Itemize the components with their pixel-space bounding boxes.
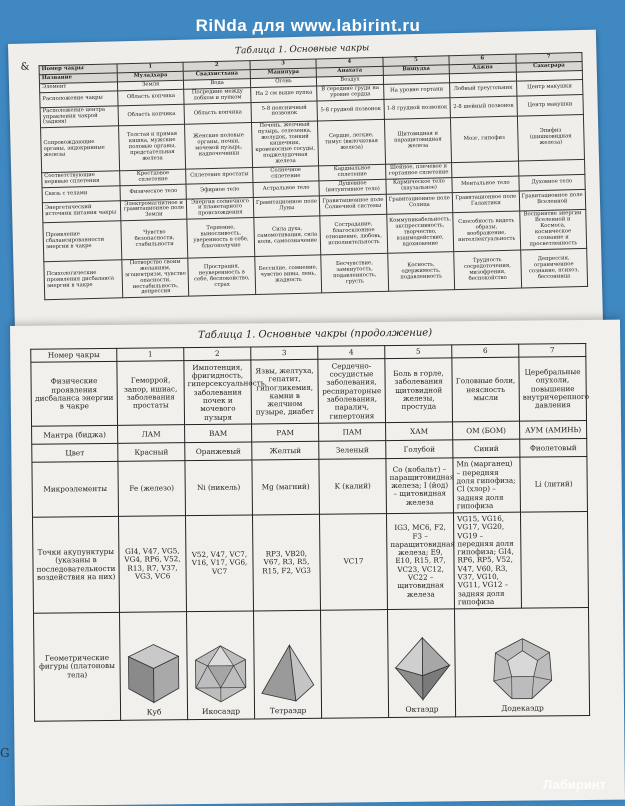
table-cell: РАМ [252,424,319,443]
chakra-number: 4 [318,346,385,360]
header-label: Номер чакры [39,64,117,75]
table-cell: Ni (никель) [185,460,253,515]
table-cell: Чувство безопасности, стабильности [121,219,188,259]
table-cell: Астральное тело [253,181,320,197]
dodecahedron-icon [489,636,556,701]
shape-name: Куб [124,708,184,717]
table-cell: Бесчувствие, замкнутость, подавленность, грусть [321,253,388,293]
shape-name: Додекаэдр [459,704,586,714]
chakra-number: 5 [385,345,452,359]
table-cell: Боль в горле, заболевания щитовидной железы, простуда [385,358,453,423]
table-cell: Mg (магний) [252,460,320,515]
shape-name: Тетраэдр [258,706,318,715]
table-cell: Гравитационное поле Солнца [386,192,453,214]
table-cell: Энергия солнечного и планетарного происхождения [187,197,254,219]
row-label: Геометрические фигуры (платоновы тела) [34,613,121,722]
table-cell: Эпифиз (шишковидная железа) [517,115,585,161]
row-label: Элемент [39,82,117,93]
table-cell: Кардиальное сплетение [319,164,386,180]
table-cell: K (калий) [319,459,387,514]
table-cell [452,161,519,177]
table-row [31,357,587,427]
table-cell: Зеленый [319,441,386,460]
table-cell: В середине груди на уровне сердца [317,84,384,100]
table-cell: Душевное (интуитивное тело) [319,179,386,195]
table-cell: RP3, VB20, V67, R3, R5, R15, F2, VG3 [252,514,320,611]
table-row [32,457,588,517]
chakra-table-part1 [39,52,589,301]
row-label: Расположение центра управления чакрой (задняя) [40,105,118,128]
table-cell: Посредине между лобком и пупком [184,87,251,103]
table-cell: Женские половые органы, почки, мочевой пузырь, надпочечники [185,123,252,169]
table2-caption: Таблица 1. Основные чакры (продолжение) [10,320,620,349]
table-cell: Импотенция, фригидность, гиперсексуальность, заболевания почек и мочевого пузыря [184,360,252,425]
table-cell: Сердце, легкие, тимус (вилочковая железа) [318,120,385,166]
row-label: Сопровождающие органы, эндокринные железы [41,126,120,172]
row-label: Физические проявления дисбаланса энергии в чакре [31,362,118,427]
row-label: Цвет [32,444,118,463]
chakra-number: 4 [316,57,383,68]
table-cell: Крестцовое сплетение [120,169,187,185]
empty-shape-cell [320,610,388,719]
table-cell: Головные боли, неясность мысли [452,358,520,423]
table-cell: Кармическое тело (каузальное) [386,177,453,193]
table-cell: V52, V47, VC7, V16, V17, VG6, VC7 [185,515,253,612]
row-label: Энергетический источник питания чакры [42,200,120,223]
table-cell: Прострация, неуверенность в себе, беспокойство, страх [188,256,255,296]
table-cell: ВАМ [185,424,252,443]
table-cell: Муладхара [117,71,184,82]
table-cell: Церебральные опухоли, повышение внутричерепного давления [519,357,587,422]
header-label: Номер чакры [31,348,117,362]
table-cell: Ментальное тело [452,176,519,192]
table-cell: Солнечное сплетение [252,166,319,182]
table-cell: Фиолетовый [520,439,587,458]
chakra-number: 1 [117,62,184,73]
table-cell: Мозг, гипофиз [451,116,518,162]
table-cell: Li (литий) [520,457,588,512]
table-cell: Геморрой, запор, ишиас, заболевания простаты [117,361,185,426]
table-cell: Косность, одержимость, подавленность [387,251,454,291]
table-cell: 5-8 грудной позвонок [317,99,384,121]
row-label: Точки акупунктуры (указаны в последовательности воздействия на них) [33,516,120,613]
table-cell: Co (кобальт) – паращитовидная железа; I (йод) – щитовидная железа [386,458,454,513]
tetrahedron-cell [253,610,321,719]
side-mark: G [0,746,10,760]
table-cell: Сила духа, самомотивация, сила воли, самоозначение [254,216,321,256]
table-cell: Красный [118,443,185,462]
table-cell: 5-8 поясничный позвонок [251,101,318,123]
lower-page [10,320,625,806]
table-cell: На уровне гортани [383,82,450,98]
chakra-number: 3 [250,59,317,70]
chakra-number: 2 [184,347,251,361]
table-cell: Оранжевый [185,442,252,461]
row-label: Название [39,73,117,84]
table-cell: Центр макушки [516,94,583,116]
table-cell: Терпение, выносливость, уверенность в себе, благополучие [187,218,254,258]
octahedron-icon [391,635,454,702]
table-cell: Голубой [386,440,453,459]
table-cell: Электромагнитное и гравитационное поле Земли [120,199,187,221]
table-cell: Область копчика [118,89,185,105]
table-cell: Область копчика [184,102,251,124]
page-mark: & [20,61,29,72]
row-label: Связь с телами [42,185,120,202]
table-cell: Способность видеть образы, воображение, интеллектуальность [453,211,520,251]
table-cell: ЛАМ [118,425,185,444]
table-cell: Печень, желчный пузырь, селезенка, желудок, тонкий кишечник, кровеносные сосуды, поджелудочная железа [251,121,318,167]
watermark: RiNda для www.labirint.ru [0,16,616,36]
table-cell: 1-8 грудной позвонок [384,97,451,119]
table-cell: Физическое тело [120,184,187,200]
table-cell: Аджна [449,63,516,74]
table-cell: VC17 [319,514,387,611]
dodecahedron-cell [454,608,589,717]
chakra-number: 7 [519,343,586,357]
shape-name: Октаэдр [392,705,452,714]
chakra-number: 6 [452,344,519,358]
cube-cell [120,612,188,721]
table-cell: Потворство своим желаниям, эгоцентризм, чувство опасности, нестабильность, депрессия [122,258,189,298]
table-cell: ХАМ [386,422,453,441]
table-cell: Лобный треугольник [450,81,517,97]
table-cell: Гравитационное поле Вселенной [519,189,586,211]
table-cell: Манипура [250,68,317,79]
tetrahedron-icon [259,642,316,703]
cube-icon [126,642,181,705]
table-cell: Земля [117,80,184,91]
table-cell: Анахата [316,66,383,77]
chakra-table-part2 [30,343,590,722]
table-cell: Вишудха [383,65,450,76]
table-cell: Fe (железо) [118,461,186,516]
table-cell: Язвы, желтуха, гепатит, гипогликемия, камни в желчном пузыре, диабет [251,360,319,425]
table-cell: Щитовидная и паращитовидная железа [384,118,451,164]
table-cell: Трудность сосредоточения, мизофрения, беспокойство [454,250,521,290]
table-cell [518,159,585,175]
table-cell: Депрессия, ограниченное сознание, психоз, бессонница [520,248,587,288]
shape-name: Икосаэдр [191,707,251,716]
table-cell: Вода [184,78,251,89]
table-row [34,608,590,722]
table-cell: ОМ (БОМ) [453,422,520,441]
table-cell: На 2 см выше пупка [250,86,317,102]
chakra-number: 2 [183,61,250,72]
table-cell: Эфирное тело [186,182,253,198]
table-cell: Желтый [252,442,319,461]
table-cell: Сердечно-сосудистые заболевания, респираторные заболевания, паралич, гипертония [318,359,386,424]
chakra-number: 6 [449,54,516,65]
row-label: Проявление сбалансированности энергии в чакре [43,221,122,261]
chakra-number: 3 [251,346,318,360]
table-cell: Сострадание, благосклонное отношение, любовь, исполнительность [320,215,387,255]
chakra-number: 5 [383,56,450,67]
icosahedron-icon [191,643,250,704]
table-cell: Mn (марганец) – передняя доля гипофиза; Cl (хлор) – задняя доля гипофиза [453,458,521,513]
row-label: Расположение чакры [40,91,118,108]
publisher-logo: Лабиринт [543,777,606,792]
chakra-number: 7 [515,52,582,63]
table-cell: Толстая и прямая кишка, мужские половые органы, предстательная железа [119,125,186,171]
table-cell: Духовное тело [518,174,585,190]
table-cell: Бессилие, сомнение, чувство вины, лень, жадность [255,255,322,295]
row-label: Психологические проявления дисбаланса энергии в чакре [44,260,123,300]
table-cell: Коммуникабельность, экспрессивность, творчество, взаимодействие, вдохновение [386,213,453,253]
table-cell: Свадхистхана [184,70,251,81]
table-cell [520,512,588,609]
table-cell: ПАМ [319,423,386,442]
table-cell: Сахасрара [516,61,583,72]
row-label: Мантра (биджа) [32,426,118,445]
table-cell: Гравитационное поле Галактики [452,191,519,213]
table1-caption: Таблица 1. Основные чакры [8,30,596,66]
octahedron-cell [387,609,455,718]
table-row [33,512,589,614]
table-cell: Огонь [250,77,317,88]
table-cell: АУМ (АМИНЬ) [520,421,587,440]
row-label: Соответствующие нервные сплетения [42,171,120,188]
table-cell: Центр макушки [516,79,583,95]
table-cell: 2-8 шейный позвонок [450,96,517,118]
table-cell: Синий [453,440,520,459]
table-cell: VG15, VG16, VG17, VG20, VG19 – передняя доля гипофиза; GI4, RP6, RP5, V52, V47, V60, R3, V37, VG10, VG11, VG12 – задняя доля гипофиза [453,512,521,609]
chakra-number: 1 [117,348,184,362]
table-cell: Восприятие энергии Вселенной и Космоса, космическое сознание и просветленность [519,210,586,250]
table-cell: Воздух [317,75,384,86]
table-cell: GI4, V47, VG5, VG4, RP6, V52, R13, R7, V37, VG3, VC6 [119,516,187,613]
table-cell: IG3, MC6, F2, F3 – паращитовидная железа; E9, E10, R15, R7, VC23, VC12, VC22 – щитовидная железа [386,513,454,610]
table-cell: Сплетение простаты [186,167,253,183]
row-label: Микроэлементы [32,462,119,518]
table-cell: Область копчика [118,104,185,126]
table-cell: Гравитационное поле Солнечной системы [320,194,387,216]
icosahedron-cell [187,611,255,720]
table-cell: Шейное, плечевое и гортанное сплетение [385,163,452,179]
table-cell: Гравитационное поле Луны [253,195,320,217]
